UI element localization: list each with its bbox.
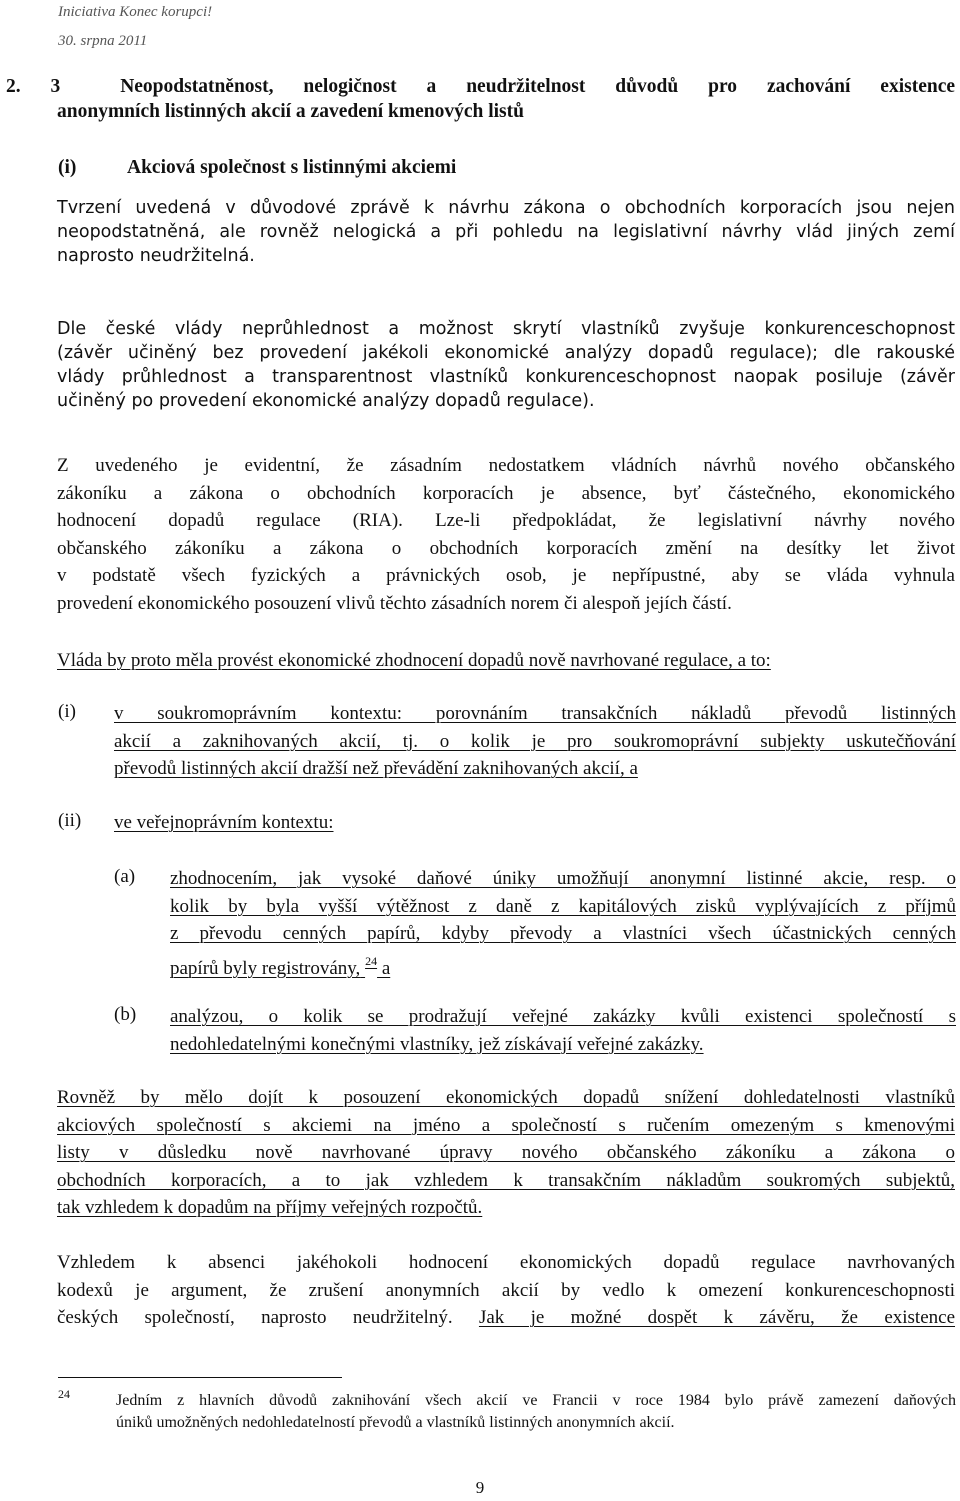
footnote-line: Jedním z hlavních důvodů zaknihování všech akcií ve Francii v roce 1984 bylo právě zamezení daňových: [116, 1392, 956, 1409]
page-number: 9: [475, 1478, 485, 1497]
list-i-line: převodů listinných akcií dražší než převádění zaknihovaných akcií, a: [114, 758, 638, 779]
paragraph-4: Vláda by proto měla provést ekonomické zhodnocení dopadů nově navrhované regulace, a to:: [57, 650, 771, 671]
header-org: Iniciativa Konec korupci!: [58, 4, 213, 20]
footnote-number: 24: [58, 1387, 70, 1401]
para1-line: neopodstatněná, ale rovněž nelogická a při pohledu na legislativní návrhy vlád jiných zemí: [57, 222, 955, 242]
para3-line: provedení ekonomického posouzení vlivů těchto zásadních norem či alespoň jejích částí.: [57, 592, 732, 614]
list-a-last-line: [170, 948, 956, 983]
list-a-line: kolik by byla vyšší výtěžnost z daně z kapitálových zisků vyplývajících z příjmů: [170, 895, 956, 917]
para2-line: Dle české vlády neprůhlednost a možnost skrytí vlastníků zvyšuje konkurenceschopnost: [57, 319, 955, 339]
para3-line: hodnocení dopadů regulace (RIA). Lze-li předpokládat, že legislativní návrhy nového: [57, 510, 955, 531]
para5-line: akciových společností s akciemi na jméno a společností s ručením omezeným s kmenovými: [57, 1114, 955, 1136]
para1-line: naprosto neudržitelná.: [57, 246, 255, 266]
paragraph-3: [57, 452, 955, 617]
list-b-line: analýzou, o kolik se prodražují veřejné zakázky kvůli existenci společností s: [170, 1006, 956, 1027]
list-label-a: (a): [114, 866, 136, 887]
list-item-a: [170, 865, 956, 982]
footnote-rule: [58, 1377, 342, 1378]
list-a-last-text: papírů byly registrovány,: [170, 957, 361, 979]
header-date: 30. srpna 2011: [58, 33, 148, 49]
footnote-ref[interactable]: 24: [365, 953, 378, 968]
footnote-line: úniků umožněných nedohledatelností převodů a vlastníků listinných anonymních akcií.: [116, 1414, 675, 1431]
list-label-ii: (ii): [58, 810, 82, 831]
para6-line3-underlined: Jak je možné dospět k závěru, že existence: [478, 1307, 956, 1328]
paragraph-2: [57, 317, 955, 413]
para6-line: Vzhledem k absenci jakéhokoli hodnocení ekonomických dopadů regulace navrhovaných: [57, 1252, 955, 1273]
list-i-line: akcií a zaknihovaných akcií, tj. o kolik je pro soukromoprávní subjekty uskutečňování: [114, 730, 956, 752]
para6-line3-plain: českých společností, naprosto neudržitelný.: [57, 1307, 453, 1328]
para5-line: obchodních korporacích, a to jak vzhledem k transakčním nákladům soukromých subjektů,: [57, 1169, 955, 1191]
para1-line: Tvrzení uvedená v důvodové zprávě k návrhu zákona o obchodních korporacích jsou nejen: [57, 198, 955, 218]
para6-line3: [57, 1304, 955, 1332]
list-item-b: [170, 1003, 956, 1058]
list-a-line: zhodnocením, jak vysoké daňové úniky umožňují anonymní listinné akcie, resp. o: [170, 868, 956, 889]
section-title-line1: Neopodstatněnost, nelogičnost a neudržitelnost důvodů pro zachování existence: [120, 76, 956, 97]
list-a-last-tail: a: [377, 957, 391, 979]
paragraph-1: [57, 196, 955, 268]
para5-line: listy v důsledku nově navrhované úpravy nového občanského zákoníku a zákona o: [57, 1142, 955, 1163]
para2-line: vlády průhlednost a transparentnost vlastníků konkurenceschopnost naopak posiluje (závěr: [57, 367, 955, 387]
paragraph-6: [57, 1249, 955, 1332]
para5-line: Rovněž by mělo dojít k posouzení ekonomických dopadů snížení dohledatelnosti vlastníků: [57, 1087, 955, 1108]
subsection-title: Akciová společnost s listinnými akciemi: [127, 157, 457, 178]
para3-line: občanského zákoníku a zákona o obchodních korporacích změní na desítky let život: [57, 537, 955, 559]
list-item-i: [114, 700, 956, 783]
para3-line: v podstatě všech fyzických a právnických osob, je nepřípustné, aby se vláda vyhnula: [57, 565, 955, 586]
list-a-line: z převodu cenných papírů, kdyby převody a vlastníci všech účastnických cenných: [170, 923, 956, 944]
section-title-line2: anonymních listinných akcií a zavedení kmenových listů: [57, 101, 524, 122]
subsection-number: (i): [58, 157, 77, 178]
para3-line: zákoníku a zákona o obchodních korporacích je absence, byť částečného, ekonomického: [57, 482, 955, 504]
section-number: 2. 3: [6, 76, 61, 97]
list-label-i: (i): [58, 701, 76, 722]
para2-line: (závěr učiněný bez provedení jakékoli ekonomické analýzy dopadů regulace); dle rakouské: [57, 343, 955, 363]
para2-line: učiněný po provedení ekonomické analýzy dopadů regulace).: [57, 391, 595, 411]
footnote-text: [116, 1390, 956, 1434]
paragraph-5: [57, 1084, 955, 1222]
para3-line: Z uvedeného je evidentní, že zásadním nedostatkem vládních návrhů nového občanského: [57, 455, 955, 476]
list-label-b: (b): [114, 1004, 137, 1025]
list-b-line: nedohledatelnými konečnými vlastníky, jež získávají veřejné zakázky.: [170, 1033, 704, 1055]
list-item-ii: ve veřejnoprávním kontextu:: [114, 812, 334, 833]
para5-line: tak vzhledem k dopadům na příjmy veřejných rozpočtů.: [57, 1197, 483, 1218]
list-i-line: v soukromoprávním kontextu: porovnáním transakčních nákladů převodů listinných: [114, 703, 956, 724]
section-heading: [0, 74, 955, 124]
para6-line: kodexů je argument, že zrušení anonymních akcií by vedlo k omezení konkurenceschopnosti: [57, 1279, 955, 1301]
